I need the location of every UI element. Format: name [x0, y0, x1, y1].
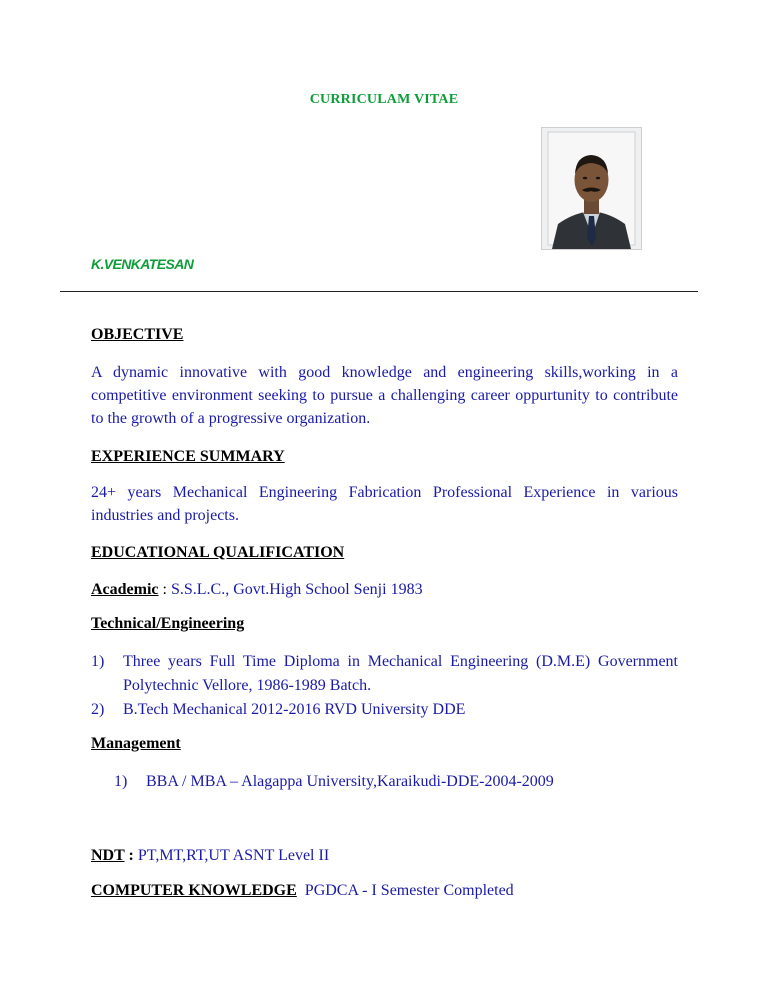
computer-text: PGDCA - I Semester Completed	[304, 882, 514, 899]
candidate-name: K.VENKATESAN	[91, 256, 194, 272]
experience-text: 24+ years Mechanical Engineering Fabrication Professional Experience in various industries and projects.	[91, 484, 678, 524]
academic-text: S.S.L.C., Govt.High School Senji 1983	[170, 581, 423, 598]
list-item-text: Three years Full Time Diploma in Mechanical Engineering (D.M.E) Government Polytechnic Vellore, 1986-1989 Batch.	[123, 653, 678, 694]
academic-label: Academic	[91, 581, 159, 598]
list-item	[91, 650, 678, 698]
list-item	[114, 770, 674, 794]
technical-heading: Technical/Engineering	[91, 615, 245, 632]
technical-list	[91, 650, 678, 722]
academic-line	[91, 578, 423, 601]
document-title: CURRICULAM VITAE	[309, 92, 459, 107]
profile-photo	[541, 127, 642, 250]
objective-text: A dynamic innovative with good knowledge and engineering skills,working in a competitive environment seeking to pursue a challenging career oppurtunity to contribute to the growth of a progressive organization.	[91, 364, 678, 427]
list-item-text: B.Tech Mechanical 2012-2016 RVD University DDE	[123, 701, 466, 718]
ndt-separator: :	[124, 847, 138, 864]
computer-line	[91, 879, 514, 902]
management-heading: Management	[91, 735, 181, 752]
computer-label: COMPUTER KNOWLEDGE	[91, 882, 297, 899]
list-item	[91, 698, 678, 722]
academic-separator: :	[158, 581, 171, 598]
divider-line	[60, 291, 698, 292]
list-item-number: 1)	[114, 773, 128, 790]
ndt-label: NDT	[91, 847, 125, 864]
objective-heading: OBJECTIVE	[91, 326, 184, 343]
ndt-text: PT,MT,RT,UT ASNT Level II	[137, 847, 330, 864]
portrait-image	[542, 128, 641, 249]
ndt-line	[91, 844, 329, 867]
management-list	[114, 770, 674, 794]
list-item-number: 1)	[91, 653, 105, 670]
list-item-text: BBA / MBA – Alagappa University,Karaikudi-DDE-2004-2009	[146, 773, 554, 790]
list-item-number: 2)	[91, 701, 105, 718]
experience-heading: EXPERIENCE SUMMARY	[91, 448, 285, 465]
education-heading: EDUCATIONAL QUALIFICATION	[91, 544, 345, 561]
